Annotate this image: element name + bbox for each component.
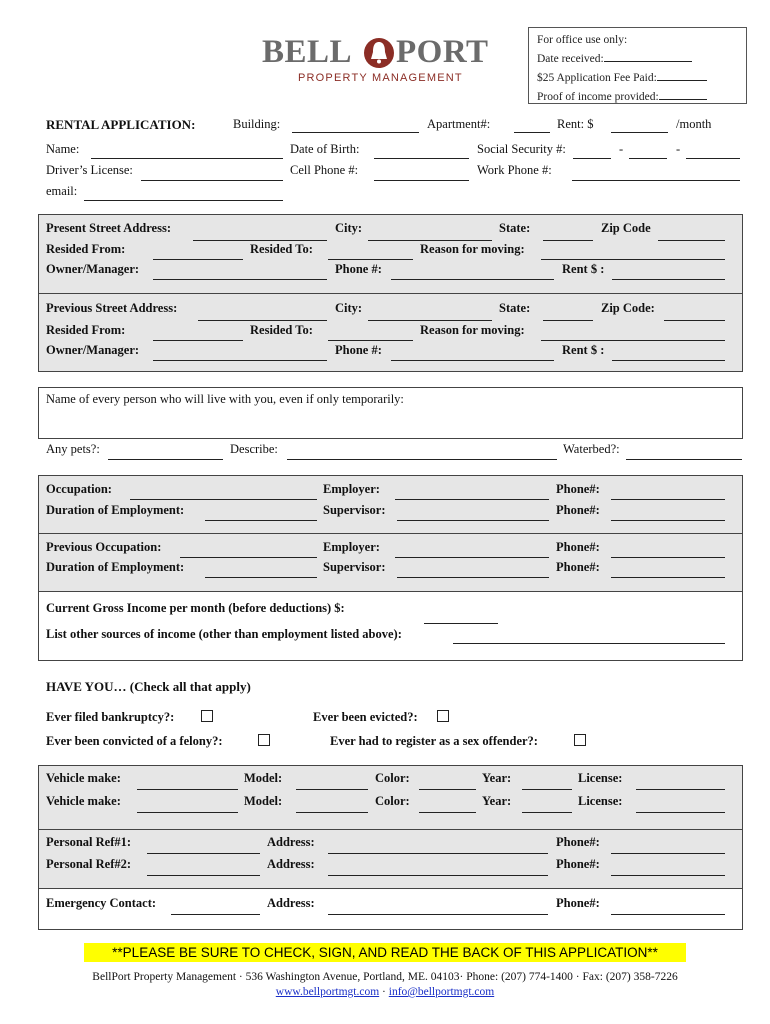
logo-subtitle: PROPERTY MANAGEMENT <box>298 72 463 84</box>
logo-text-port: PORT <box>396 34 489 70</box>
vehicle2-make-field[interactable] <box>137 798 238 813</box>
sex-offender-checkbox[interactable] <box>574 734 586 746</box>
license-field[interactable] <box>141 166 283 181</box>
emergency-phone-field[interactable] <box>611 900 725 915</box>
previous-from-label: Resided From: <box>46 323 126 337</box>
per-month-label: /month <box>676 117 712 131</box>
prev-employer-field[interactable] <box>395 543 549 558</box>
company-logo <box>262 34 498 86</box>
ref2-field[interactable] <box>147 861 260 876</box>
bankruptcy-checkbox[interactable] <box>201 710 213 722</box>
supervisor-phone-label: Phone#: <box>556 503 600 517</box>
duration-label: Duration of Employment: <box>46 503 185 517</box>
present-phone-label: Phone #: <box>335 262 382 276</box>
ref1-phone-field[interactable] <box>611 839 725 854</box>
vehicle1-model-field[interactable] <box>296 775 368 790</box>
date-received-field[interactable] <box>604 49 692 62</box>
felony-label: Ever been convicted of a felony?: <box>46 734 223 748</box>
describe-label: Describe: <box>230 442 278 456</box>
ssn-field-3[interactable] <box>686 144 740 159</box>
work-phone-label: Work Phone #: <box>477 163 552 177</box>
present-from-label: Resided From: <box>46 242 126 256</box>
previous-reason-label: Reason for moving: <box>420 323 525 337</box>
ssn-field-1[interactable] <box>573 144 611 159</box>
previous-rent-label: Rent $ : <box>562 343 605 357</box>
previous-owner-label: Owner/Manager: <box>46 343 140 357</box>
occupants-label: Name of every person who will live with you, even if only temporarily: <box>46 392 404 406</box>
previous-rent-field[interactable] <box>612 346 725 361</box>
prev-supervisor-phone-label: Phone#: <box>556 560 600 574</box>
waterbed-field[interactable] <box>626 445 742 460</box>
prev-supervisor-field[interactable] <box>397 563 549 578</box>
prev-duration-label: Duration of Employment: <box>46 560 185 574</box>
prev-employer-phone-field[interactable] <box>611 543 725 558</box>
previous-city-field[interactable] <box>368 306 492 321</box>
ssn-field-2[interactable] <box>629 144 667 159</box>
license-label: Driver’s License: <box>46 163 133 177</box>
vehicle1-year-label: Year: <box>482 771 512 785</box>
previous-phone-field[interactable] <box>391 346 554 361</box>
ref1-field[interactable] <box>147 839 260 854</box>
evicted-label: Ever been evicted?: <box>313 710 418 724</box>
ref2-phone-label: Phone#: <box>556 857 600 871</box>
proof-income-label: Proof of income provided: <box>537 91 659 103</box>
previous-to-label: Resided To: <box>250 323 313 337</box>
present-reason-field[interactable] <box>541 245 725 260</box>
vehicle2-color-field[interactable] <box>419 798 476 813</box>
vehicle1-license-label: License: <box>578 771 623 785</box>
proof-income-field[interactable] <box>659 87 707 100</box>
prev-employer-label: Employer: <box>323 540 380 554</box>
previous-from-field[interactable] <box>153 326 243 341</box>
vehicle1-year-field[interactable] <box>522 775 572 790</box>
pets-field[interactable] <box>108 445 223 460</box>
prev-supervisor-label: Supervisor: <box>323 560 386 574</box>
footer-sep: · <box>379 986 389 998</box>
duration-field[interactable] <box>205 506 317 521</box>
present-street-label: Present Street Address: <box>46 221 171 235</box>
fee-paid-label: $25 Application Fee Paid: <box>537 72 657 84</box>
dob-label: Date of Birth: <box>290 142 360 156</box>
previous-street-field[interactable] <box>198 306 327 321</box>
vehicle1-make-field[interactable] <box>137 775 238 790</box>
vehicle1-model-label: Model: <box>244 771 283 785</box>
supervisor-phone-field[interactable] <box>611 506 725 521</box>
vehicle1-license-field[interactable] <box>636 775 725 790</box>
gross-income-field[interactable] <box>424 609 498 624</box>
vehicle1-color-label: Color: <box>375 771 410 785</box>
have-you-title: HAVE YOU… (Check all that apply) <box>46 679 251 694</box>
present-rent-field[interactable] <box>612 265 725 280</box>
vehicle2-model-label: Model: <box>244 794 283 808</box>
ssn-label: Social Security #: <box>477 142 566 156</box>
apartment-field[interactable] <box>514 118 550 133</box>
previous-to-field[interactable] <box>328 326 413 341</box>
website-link[interactable]: www.bellportmgt.com <box>275 986 380 998</box>
waterbed-label: Waterbed?: <box>563 442 620 456</box>
employer-label: Employer: <box>323 482 380 496</box>
rent-label: Rent: $ <box>557 117 594 131</box>
other-income-field[interactable] <box>453 629 725 644</box>
supervisor-label: Supervisor: <box>323 503 386 517</box>
footer-address: BellPort Property Management · 536 Washington Avenue, Portland, ME. 04103· Phone: (207) 774-1400 · Fax: (207) 358-7226 <box>92 971 678 983</box>
prev-supervisor-phone-field[interactable] <box>611 563 725 578</box>
present-city-label: City: <box>335 221 363 235</box>
present-to-label: Resided To: <box>250 242 313 256</box>
previous-zip-label: Zip Code: <box>601 301 655 315</box>
cell-label: Cell Phone #: <box>290 163 359 177</box>
present-state-label: State: <box>499 221 531 235</box>
email-label: email: <box>46 184 78 198</box>
check-back-notice <box>84 943 686 962</box>
footer-links <box>0 986 770 998</box>
vehicle2-license-label: License: <box>578 794 623 808</box>
previous-state-field[interactable] <box>543 306 593 321</box>
office-use-box <box>528 27 747 104</box>
fee-paid-field[interactable] <box>657 68 707 81</box>
emergency-address-field[interactable] <box>328 900 548 915</box>
pets-label: Any pets?: <box>46 442 100 456</box>
felony-checkbox[interactable] <box>258 734 270 746</box>
present-reason-label: Reason for moving: <box>420 242 525 256</box>
sex-offender-label: Ever had to register as a sex offender?: <box>330 734 538 748</box>
vehicle1-make-label: Vehicle make: <box>46 771 121 785</box>
address-divider <box>38 293 743 294</box>
supervisor-field[interactable] <box>397 506 549 521</box>
name-label: Name: <box>46 142 80 156</box>
emergency-address-label: Address: <box>267 896 315 910</box>
emergency-phone-label: Phone#: <box>556 896 600 910</box>
ssn-dash-1: - <box>619 142 624 156</box>
occupation-label: Occupation: <box>46 482 112 496</box>
notice-text: **PLEASE BE SURE TO CHECK, SIGN, AND READ THE BACK OF THIS APPLICATION** <box>112 945 658 960</box>
previous-owner-field[interactable] <box>153 346 327 361</box>
present-zip-label: Zip Code <box>601 221 651 235</box>
dob-field[interactable] <box>374 144 469 159</box>
ssn-dash-2: - <box>676 142 681 156</box>
prev-duration-field[interactable] <box>205 563 317 578</box>
ref2-phone-field[interactable] <box>611 861 725 876</box>
building-field[interactable] <box>292 118 419 133</box>
ref2-address-label: Address: <box>267 857 315 871</box>
previous-zip-field[interactable] <box>664 306 725 321</box>
present-state-field[interactable] <box>543 226 593 241</box>
ref1-phone-label: Phone#: <box>556 835 600 849</box>
present-rent-label: Rent $ : <box>562 262 605 276</box>
emergency-label: Emergency Contact: <box>46 896 157 910</box>
ref1-address-label: Address: <box>267 835 315 849</box>
present-to-field[interactable] <box>328 245 413 260</box>
vehicle2-model-field[interactable] <box>296 798 368 813</box>
bell-icon <box>363 36 395 70</box>
prev-occupation-field[interactable] <box>180 543 317 558</box>
email-link[interactable]: info@bellportmgt.com <box>388 986 495 998</box>
present-city-field[interactable] <box>368 226 492 241</box>
present-from-field[interactable] <box>153 245 243 260</box>
other-income-label: List other sources of income (other than employment listed above): <box>46 627 402 641</box>
describe-field[interactable] <box>287 445 557 460</box>
email-field[interactable] <box>84 186 283 201</box>
date-received-label: Date received: <box>537 53 604 65</box>
previous-city-label: City: <box>335 301 363 315</box>
previous-reason-field[interactable] <box>541 326 725 341</box>
employer-phone-label: Phone#: <box>556 482 600 496</box>
vehicle1-color-field[interactable] <box>419 775 476 790</box>
previous-street-label: Previous Street Address: <box>46 301 178 315</box>
ref1-label: Personal Ref#1: <box>46 835 132 849</box>
name-field[interactable] <box>91 144 283 159</box>
vehicle-divider <box>38 829 743 830</box>
office-title: For office use only: <box>537 34 628 46</box>
previous-phone-label: Phone #: <box>335 343 382 357</box>
emergency-field[interactable] <box>171 900 260 915</box>
logo-text-bell: BELL <box>262 34 353 70</box>
present-owner-field[interactable] <box>153 265 327 280</box>
employer-phone-field[interactable] <box>611 485 725 500</box>
employer-field[interactable] <box>395 485 549 500</box>
bankruptcy-label: Ever filed bankruptcy?: <box>46 710 175 724</box>
gross-income-label: Current Gross Income per month (before deductions) $: <box>46 601 345 615</box>
present-owner-label: Owner/Manager: <box>46 262 140 276</box>
vehicle2-color-label: Color: <box>375 794 410 808</box>
cell-field[interactable] <box>374 166 469 181</box>
present-phone-field[interactable] <box>391 265 554 280</box>
ref2-address-field[interactable] <box>328 861 548 876</box>
vehicle2-license-field[interactable] <box>636 798 725 813</box>
occupation-field[interactable] <box>130 485 317 500</box>
vehicle2-make-label: Vehicle make: <box>46 794 121 808</box>
rent-field[interactable] <box>611 118 668 133</box>
evicted-checkbox[interactable] <box>437 710 449 722</box>
form-title: RENTAL APPLICATION: <box>46 117 196 132</box>
previous-state-label: State: <box>499 301 531 315</box>
present-zip-field[interactable] <box>658 226 725 241</box>
building-label: Building: <box>233 117 281 131</box>
employment-divider-1 <box>38 533 743 534</box>
apartment-label: Apartment#: <box>427 117 491 131</box>
present-street-field[interactable] <box>193 226 327 241</box>
work-phone-field[interactable] <box>572 166 740 181</box>
prev-employer-phone-label: Phone#: <box>556 540 600 554</box>
vehicle2-year-label: Year: <box>482 794 512 808</box>
ref1-address-field[interactable] <box>328 839 548 854</box>
prev-occupation-label: Previous Occupation: <box>46 540 162 554</box>
vehicle2-year-field[interactable] <box>522 798 572 813</box>
ref2-label: Personal Ref#2: <box>46 857 132 871</box>
